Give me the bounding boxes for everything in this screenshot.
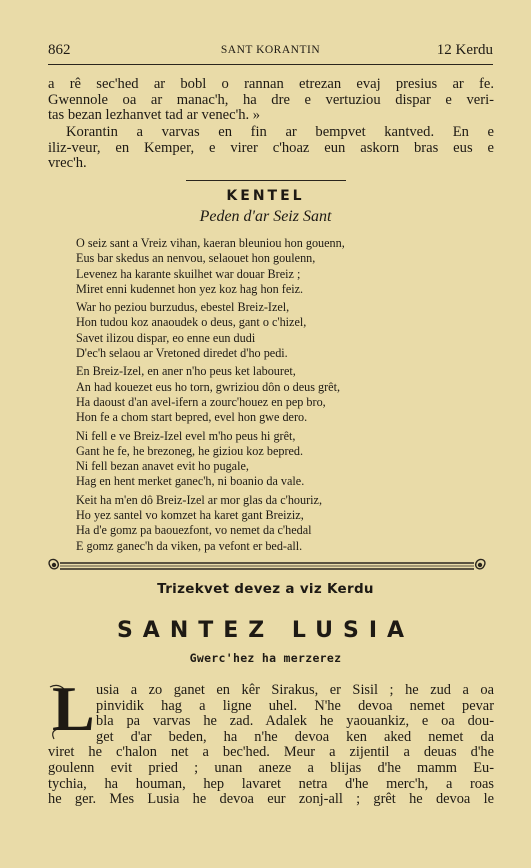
text-line: Gwennole oa ar manac'h, ha dre e vertuziou dispar e veri- bbox=[48, 91, 494, 108]
text-line: pinvidik hag a ligne uhel. N'he devoa nemet pevar bbox=[96, 697, 494, 714]
drop-cap-letter: L bbox=[52, 673, 95, 744]
poem-body bbox=[76, 236, 488, 554]
poem-line: Savet ilizou dispar, eo enne eun dudi bbox=[76, 330, 256, 345]
poem-line: Ha d'e gomz pa baouezfont, vo nemet da c'hedal bbox=[76, 523, 312, 538]
section-heading: Trizekvet devez a viz Kerdu bbox=[157, 581, 374, 597]
poem-line: Ha daoust d'an avel-ifern a zourc'houez en pep bro, bbox=[76, 394, 326, 409]
poem-subtitle: Peden d'ar Seiz Sant bbox=[199, 208, 332, 225]
poem-heading: KENTEL bbox=[226, 188, 305, 204]
poem-stanza bbox=[76, 300, 488, 361]
text-line: tychia, ha houman, hep lavaret netra d'he merc'h, a roas bbox=[48, 775, 494, 792]
text-line: viret he c'halon net a bec'hed. Meur a zijentil a deuas d'he bbox=[48, 744, 494, 761]
page-number: 862 bbox=[48, 42, 71, 58]
saint-subtitle: Gwerc'hez ha merzerez bbox=[189, 651, 342, 665]
intro-paragraph-2 bbox=[48, 125, 494, 172]
text-line: tas bezan lezhanvet tad ar venec'h. » bbox=[48, 107, 261, 124]
issue-label: 12 Kerdu bbox=[436, 42, 493, 58]
text-line: Korantin a varvas en fin ar bempvet kantved. En e bbox=[66, 124, 494, 140]
text-line: iliz-veur, en Kemper, e virer c'hoaz eun askorn bras eus e bbox=[48, 139, 494, 156]
text-line: he ger. Mes Lusia he devoa eur zonj-all ; grêt he devoa le bbox=[48, 791, 494, 808]
text-line: get d'ar beden, ha n'he devoa ken aked nemet da bbox=[96, 728, 494, 745]
text-line: usia a zo ganet en kêr Sirakus, er Sisil ; he zud a oa bbox=[96, 682, 494, 698]
saint-title: SANTEZ LUSIA bbox=[116, 618, 415, 643]
poem-line: Levenez ha karante skuilhet war douar Breiz ; bbox=[76, 266, 301, 281]
poem-line: En Breiz-Izel, en aner n'ho peus ket labouret, bbox=[76, 364, 296, 379]
poem-line: War ho peziou burzudus, ebestel Breiz-Izel, bbox=[76, 300, 290, 315]
poem-line: D'ec'h selaou ar Vretoned diredet d'ho pedi. bbox=[76, 346, 288, 361]
poem-stanza bbox=[76, 364, 488, 425]
poem-line: Ni fell bezan anavet evit ho pugale, bbox=[76, 459, 249, 474]
ornamental-rule-icon bbox=[44, 555, 490, 577]
poem-line: Hag en hent merket ganec'h, ni boanio da vale. bbox=[76, 474, 305, 489]
poem-line: Gant he fe, he brezoneg, he giziou koz bepred. bbox=[76, 443, 304, 458]
poem-line: O seiz sant a Vreiz vihan, kaeran bleuniou hon gouenn, bbox=[76, 236, 345, 250]
running-header bbox=[48, 42, 493, 65]
saint-story bbox=[48, 683, 494, 808]
running-title: SANT KORANTIN bbox=[220, 44, 321, 56]
text-line: bla pa varvas he zad. Adalek he yaouankiz, e oa dou- bbox=[96, 713, 494, 730]
intro-paragraph-1 bbox=[48, 77, 494, 124]
poem-line: Hon tudou koz anaoudek o deus, gant o c'hizel, bbox=[76, 315, 307, 330]
section-divider bbox=[186, 180, 346, 181]
poem-line: Miret enni kudennet hon yez koz hag hon feiz. bbox=[76, 281, 304, 296]
poem-line: Eus bar skedus an nenvou, selaouet hon goulenn, bbox=[76, 251, 316, 266]
poem-line: Hon fe a chom start bepred, evel hon gwe dero. bbox=[76, 410, 308, 425]
poem-stanza bbox=[76, 236, 488, 297]
poem-line: Keit ha m'en dô Breiz-Izel ar mor glas da c'houriz, bbox=[76, 492, 323, 507]
poem-stanza bbox=[76, 429, 488, 490]
poem-line: Ho yez santel vo komzet ha karet gant Breiziz, bbox=[76, 508, 304, 523]
poem-line: Ni fell e ve Breiz-Izel evel m'ho peus hi grêt, bbox=[76, 428, 296, 443]
text-line: vrec'h. bbox=[48, 155, 87, 172]
poem-line: An had kouezet eus ho torn, gwriziou dôn o deus grêt, bbox=[76, 379, 341, 394]
text-line: goulenn evit pried ; unan aneze a blijas d'he mamm Eu- bbox=[48, 759, 494, 776]
text-line: a rê sec'hed ar bobl o rannan etrezan evaj presius ar fe. bbox=[48, 76, 494, 92]
poem-line: E gomz ganec'h da viken, pa vefont er bed-all. bbox=[76, 538, 303, 553]
poem-stanza bbox=[76, 493, 488, 554]
